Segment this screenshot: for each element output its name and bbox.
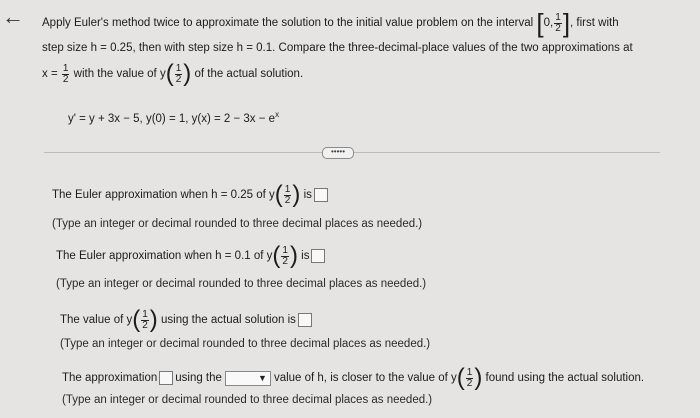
q2-is: is	[301, 250, 310, 263]
x-equals: x =	[42, 68, 58, 81]
equation-exponent: x	[275, 110, 280, 119]
question-1	[52, 183, 330, 207]
paren-open: (	[132, 306, 141, 333]
q3-hint: (Type an integer or decimal rounded to three decimal places as needed.)	[60, 338, 431, 350]
bracket-open: [	[536, 8, 544, 38]
y-arg-fraction: $\frac{1}{2}$	[175, 62, 182, 85]
problem-text-3: with the value of y	[73, 68, 166, 81]
q1-fraction: $\frac{1}{2}$	[284, 183, 291, 206]
paren-open: (	[165, 60, 174, 87]
more-button[interactable]: •••••	[322, 147, 354, 159]
question-2	[56, 244, 327, 268]
q3-text: The value of y	[60, 314, 133, 327]
question-4	[62, 366, 644, 390]
q2-answer-input[interactable]	[311, 249, 325, 263]
q1-hint: (Type an integer or decimal rounded to three decimal places as needed.)	[52, 218, 423, 230]
paren-close: )	[183, 60, 192, 87]
equation-text: y' = y + 3x − 5, y(0) = 1, y(x) = 2 − 3x − e	[68, 112, 276, 125]
problem-text-1: Apply Euler's method twice to approximate the solution to the initial value problem on the interval	[42, 17, 534, 30]
back-arrow-icon[interactable]: ←	[2, 4, 24, 29]
paren-open: (	[274, 181, 283, 208]
q2-text: The Euler approximation when h = 0.1 of y	[56, 250, 273, 263]
paren-close: )	[292, 181, 301, 208]
problem-line-2: step size h = 0.25, then with step size h = 0.1. Compare the three-decimal-place values of the two approximations at	[42, 42, 633, 54]
equation	[68, 110, 279, 125]
bracket-close: ]	[562, 8, 571, 38]
paren-open: (	[272, 242, 281, 269]
q4-text-a: The approximation	[62, 372, 158, 385]
q4-answer-input[interactable]	[159, 371, 173, 385]
question-3	[60, 308, 314, 332]
q4-hint: (Type an integer or decimal rounded to three decimal places as needed.)	[62, 394, 433, 406]
q1-text: The Euler approximation when h = 0.25 of y	[52, 189, 275, 202]
q4-text-c: value of h, is closer to the value of y	[273, 372, 457, 385]
problem-text-1b: , first with	[570, 17, 619, 30]
q3-fraction: $\frac{1}{2}$	[142, 308, 148, 331]
paren-open: (	[456, 364, 465, 391]
q4-text-d: found using the actual solution.	[485, 372, 645, 385]
q1-answer-input[interactable]	[314, 188, 328, 202]
dropdown-caret-icon: ▼	[258, 372, 267, 383]
problem-text-3b: of the actual solution.	[194, 68, 304, 81]
q2-hint: (Type an integer or decimal rounded to three decimal places as needed.)	[56, 278, 427, 290]
q3-answer-input[interactable]	[298, 313, 312, 327]
problem-line-3	[42, 62, 303, 86]
q3-text-b: using the actual solution is	[161, 314, 296, 327]
q4-fraction: $\frac{1}{2}$	[466, 366, 473, 389]
paren-close: )	[474, 364, 483, 391]
interval-left: 0,	[543, 17, 554, 30]
x-fraction: $\frac{1}{2}$	[62, 62, 69, 85]
q2-fraction: $\frac{1}{2}$	[282, 244, 288, 267]
problem-line-1	[42, 10, 619, 36]
step-size-select[interactable]	[225, 371, 271, 386]
interval-fraction: $\frac{1}{2}$	[555, 11, 561, 34]
paren-close: )	[149, 306, 158, 333]
q1-is: is	[303, 189, 312, 202]
q4-text-b: using the	[175, 372, 222, 385]
paren-close: )	[289, 242, 298, 269]
